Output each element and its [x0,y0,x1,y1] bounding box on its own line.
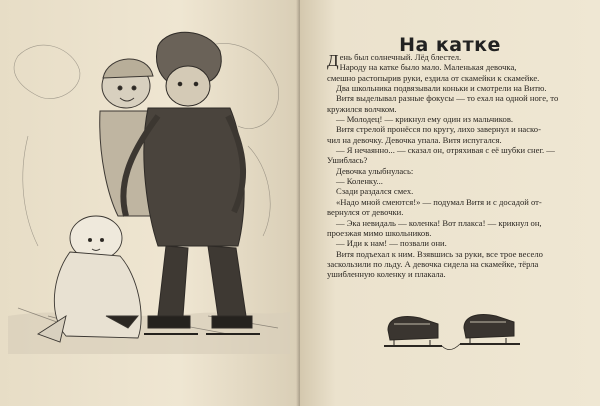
text-line: «Надо мной смеются!» — подумал Витя и с досадой от- [336,196,542,207]
text-line: Два школьника подвязывали коньки и смотрели на Витю. [336,83,547,94]
text-line: ень был солнечный. Лёд блестел. [339,52,462,62]
text-line: Витя подъехал к ним. Взявшись за руки, все трое весело [336,248,543,259]
illustration [8,16,290,354]
text-line: — Эка невидаль — коленка! Вот плакса! — крикнул он, [336,217,542,228]
skates-illustration [380,300,540,360]
text-line: заскользили по льду. А девочка сидела на скамейке, тёрла [327,258,539,269]
text-line: — Молодец! — крикнул ему один из мальчиков. [336,114,514,125]
text-line: Витя выделывал разные фокусы — то ехал на одной ноге, то [336,93,559,104]
text-line: ушибленную коленку и плакала. [327,269,446,280]
text-line: Ушиблась? [327,155,368,166]
text-line: — Иди к нам! — позвали они. [336,238,447,249]
text-line: смешно растопырив руки, ездила от скамейки к скамейке. [327,72,540,83]
right-page [300,0,600,406]
drop-cap: Д [327,51,339,70]
text-line: Витя стрелой пронёсся по кругу, лихо завернул и наско- [336,124,541,135]
story-title: На катке [399,34,501,56]
text-line: чил на девочку. Девочка упала. Витя испугался. [327,134,502,145]
text-line: — Я нечаянно... — сказал он, отряхивая с её шубки снег. — [336,145,555,156]
text-line: Сзади раздался смех. [336,186,414,197]
text-line: вернулся от девочки. [327,207,404,218]
text-line: проезжая мимо школьников. [327,227,432,238]
text-line: Девочка улыбнулась: [336,165,414,176]
text-line: Народу на катке было мало. Маленькая девочка, [339,62,517,73]
story-text [327,52,589,280]
text-line: — Коленку... [336,176,383,187]
text-line: кружился волчком. [327,103,397,114]
